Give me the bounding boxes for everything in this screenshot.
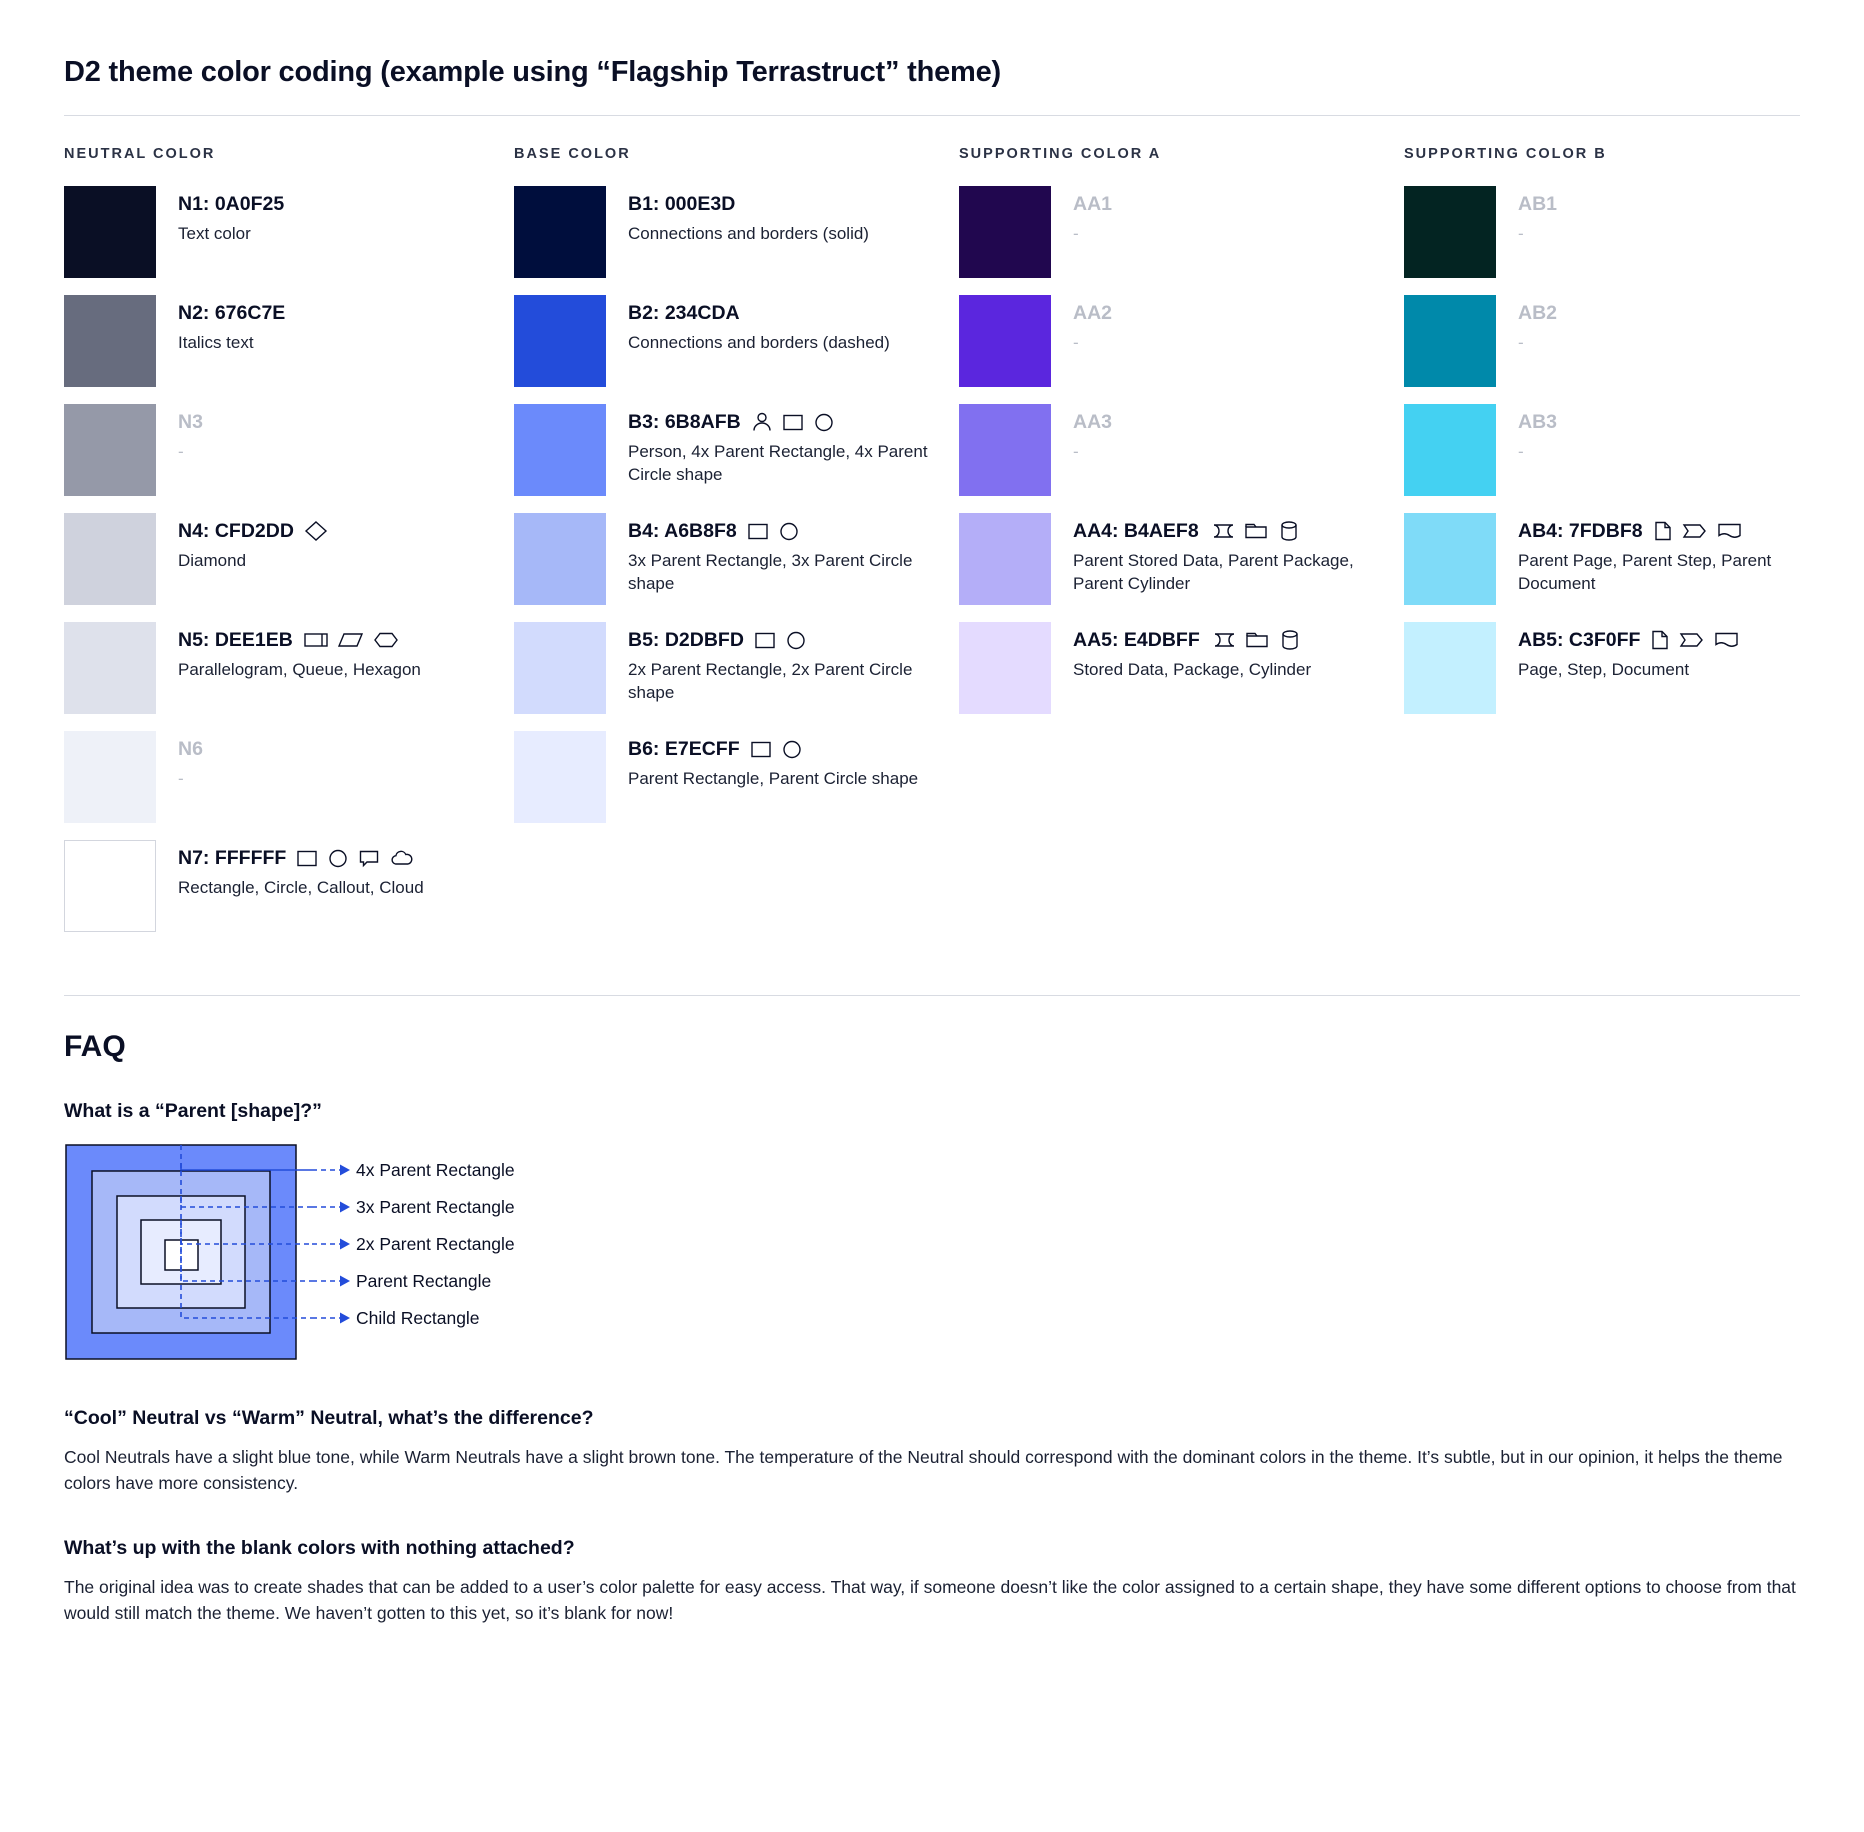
faq-answer: The original idea was to create shades that can be added to a user’s color palette for easy access. That way, if someone doesn’t like the color assigned to a certain shape, they have some different options to choose from that would still match the theme. We haven’t gotten to this yet, so it’s blank for now! <box>64 1576 1796 1623</box>
swatch-list <box>64 186 514 934</box>
document-icon <box>1714 630 1740 650</box>
swatch-description: - <box>178 442 184 462</box>
swatch-text <box>178 186 284 246</box>
column-neutral-color <box>64 146 514 949</box>
swatch-label: AA4: B4AEF8 <box>1073 519 1373 543</box>
swatch-text <box>628 731 918 791</box>
swatch-row <box>514 404 959 498</box>
cloud-icon <box>389 848 415 868</box>
rectangle-icon <box>747 521 769 541</box>
swatch-label: AA1 <box>1073 193 1113 215</box>
swatch-row <box>64 404 514 498</box>
swatch-label: B4: A6B8F8 <box>628 519 928 543</box>
swatch-description: Diamond <box>178 551 247 571</box>
color-swatch <box>959 404 1051 496</box>
swatch-text <box>178 840 424 900</box>
swatch-row <box>514 295 959 389</box>
swatch-label: AB2 <box>1518 302 1558 324</box>
swatch-text <box>1073 186 1112 246</box>
column-heading: SUPPORTING COLOR A <box>959 146 1162 162</box>
swatch-label: AB1 <box>1518 193 1558 215</box>
swatch-text <box>178 622 421 682</box>
hexagon-icon <box>373 630 399 650</box>
callout-icon <box>358 848 380 868</box>
color-swatch <box>1404 513 1496 605</box>
color-swatch <box>514 622 606 714</box>
cylinder-icon <box>1280 629 1300 651</box>
color-swatch <box>959 295 1051 387</box>
circle-icon <box>813 412 835 432</box>
swatch-row <box>959 404 1404 498</box>
swatch-label: AB5: C3F0FF <box>1518 628 1740 652</box>
swatch-text <box>178 295 285 355</box>
swatch-list <box>959 186 1404 716</box>
faq-divider <box>64 995 1800 996</box>
swatch-label: B1: 000E3D <box>628 193 736 215</box>
color-swatch <box>64 622 156 714</box>
color-swatch <box>959 622 1051 714</box>
swatch-row <box>1404 186 1834 280</box>
swatch-label: AB4: 7FDBF8 <box>1518 519 1818 543</box>
color-swatch <box>959 513 1051 605</box>
swatch-text <box>1518 622 1740 682</box>
queue-icon <box>303 630 329 650</box>
swatch-label: B3: 6B8AFB <box>628 410 928 434</box>
swatch-text <box>628 295 890 355</box>
swatch-description: Parent Stored Data, Parent Package, Parent Cylinder <box>1073 551 1354 594</box>
swatch-row <box>514 186 959 280</box>
nest-label: 4x Parent Rectangle <box>356 1160 515 1180</box>
swatch-label: N5: DEE1EB <box>178 628 421 652</box>
color-swatch <box>514 186 606 278</box>
color-swatch <box>514 731 606 823</box>
swatch-description: Person, 4x Parent Rectangle, 4x Parent Circle shape <box>628 442 928 485</box>
swatch-description: Rectangle, Circle, Callout, Cloud <box>178 878 424 898</box>
shape-glyph-group <box>304 520 328 542</box>
step-icon <box>1682 521 1708 541</box>
package-icon <box>1244 521 1270 541</box>
swatch-text <box>628 622 928 705</box>
nest-label: Child Rectangle <box>356 1308 480 1328</box>
color-columns <box>64 146 1800 949</box>
swatch-label: B6: E7ECFF <box>628 737 918 761</box>
swatch-label: N4: CFD2DD <box>178 519 328 543</box>
swatch-label: B5: D2DBFD <box>628 628 928 652</box>
color-swatch <box>1404 404 1496 496</box>
swatch-label: AA2 <box>1073 302 1113 324</box>
nested-rectangle-svg <box>64 1137 684 1367</box>
swatch-list <box>514 186 959 825</box>
swatch-description: Parallelogram, Queue, Hexagon <box>178 660 421 680</box>
swatch-label: N7: FFFFFF <box>178 846 424 870</box>
document-icon <box>1717 521 1743 541</box>
swatch-row <box>959 513 1404 607</box>
swatch-row <box>959 622 1404 716</box>
swatch-description: 3x Parent Rectangle, 3x Parent Circle shape <box>628 551 913 594</box>
swatch-description: Parent Page, Parent Step, Parent Document <box>1518 551 1772 594</box>
nest-label: 2x Parent Rectangle <box>356 1234 515 1254</box>
nest-label: Parent Rectangle <box>356 1271 492 1291</box>
swatch-label: N2: 676C7E <box>178 302 286 324</box>
swatch-description: Text color <box>178 224 251 244</box>
shape-glyph-group <box>1653 520 1743 542</box>
color-swatch <box>1404 186 1496 278</box>
swatch-label: AA5: E4DBFF <box>1073 628 1311 652</box>
parallelogram-icon <box>338 630 364 650</box>
color-swatch <box>64 295 156 387</box>
swatch-description: - <box>178 769 184 789</box>
rectangle-icon <box>782 412 804 432</box>
swatch-description: Connections and borders (solid) <box>628 224 869 244</box>
swatch-row <box>514 513 959 607</box>
swatch-row <box>64 295 514 389</box>
rectangle-icon <box>754 630 776 650</box>
color-swatch <box>1404 295 1496 387</box>
faq-item-blank-colors <box>64 1537 1800 1627</box>
shape-glyph-group <box>296 848 415 868</box>
swatch-text <box>178 404 203 464</box>
swatch-text <box>1518 295 1557 355</box>
swatch-label: N3 <box>178 411 203 433</box>
stored-data-icon <box>1209 521 1235 541</box>
swatch-text <box>1518 186 1557 246</box>
swatch-text <box>1073 622 1311 682</box>
swatch-label: N1: 0A0F25 <box>178 193 285 215</box>
circle-icon <box>785 630 807 650</box>
package-icon <box>1245 630 1271 650</box>
swatch-row <box>64 622 514 716</box>
swatch-row <box>1404 404 1834 498</box>
nested-rectangle-diagram <box>64 1137 1800 1367</box>
faq-item-cool-warm <box>64 1407 1800 1497</box>
shape-glyph-group <box>1650 629 1740 651</box>
swatch-description: - <box>1518 224 1524 244</box>
color-swatch <box>959 186 1051 278</box>
rectangle-icon <box>750 739 772 759</box>
swatch-row <box>959 295 1404 389</box>
swatch-row <box>1404 513 1834 607</box>
rectangle-icon <box>296 848 318 868</box>
shape-glyph-group <box>303 630 399 650</box>
page-title: D2 theme color coding (example using “Flagship Terrastruct” theme) <box>64 56 1002 88</box>
swatch-text <box>1073 295 1112 355</box>
column-heading: NEUTRAL COLOR <box>64 146 216 162</box>
swatch-text <box>178 731 203 791</box>
faq-answer: Cool Neutrals have a slight blue tone, while Warm Neutrals have a slight brown tone. The temperature of the Neutral should correspond with the dominant colors in the theme. It’s subtle, but in our opinion, it helps the theme colors have more consistency. <box>64 1447 1783 1494</box>
color-swatch <box>514 295 606 387</box>
shape-glyph-group <box>750 739 803 759</box>
circle-icon <box>327 848 349 868</box>
swatch-label: AB3 <box>1518 411 1558 433</box>
circle-icon <box>778 521 800 541</box>
swatch-row <box>64 840 514 934</box>
color-swatch <box>64 186 156 278</box>
shape-glyph-group <box>1210 629 1300 651</box>
swatch-label: B2: 234CDA <box>628 302 740 324</box>
faq-item-parent-shape <box>64 1100 1800 1367</box>
swatch-text <box>1073 513 1373 596</box>
swatch-description: - <box>1073 224 1079 244</box>
shape-glyph-group <box>751 411 835 433</box>
swatch-description: Italics text <box>178 333 254 353</box>
column-supporting-color-a <box>959 146 1404 949</box>
shape-glyph-group <box>754 630 807 650</box>
swatch-description: - <box>1518 333 1524 353</box>
color-swatch <box>64 840 156 932</box>
swatch-text <box>628 186 869 246</box>
swatch-row <box>514 731 959 825</box>
swatch-text <box>628 404 928 487</box>
swatch-row <box>64 513 514 607</box>
swatch-text <box>1073 404 1112 464</box>
person-icon <box>751 411 773 433</box>
swatch-row <box>64 186 514 280</box>
color-swatch <box>514 404 606 496</box>
faq-question: “Cool” Neutral vs “Warm” Neutral, what’s the difference? <box>64 1407 594 1429</box>
cylinder-icon <box>1279 520 1299 542</box>
swatch-row <box>959 186 1404 280</box>
shape-glyph-group <box>747 521 800 541</box>
column-heading: BASE COLOR <box>514 146 631 162</box>
swatch-description: - <box>1518 442 1524 462</box>
swatch-label: AA3 <box>1073 411 1113 433</box>
swatch-description: Parent Rectangle, Parent Circle shape <box>628 769 919 789</box>
swatch-description: Page, Step, Document <box>1518 660 1690 680</box>
swatch-row <box>1404 295 1834 389</box>
color-swatch <box>1404 622 1496 714</box>
swatch-description: 2x Parent Rectangle, 2x Parent Circle shape <box>628 660 913 703</box>
color-swatch <box>64 513 156 605</box>
swatch-row <box>1404 622 1834 716</box>
circle-icon <box>781 739 803 759</box>
diamond-icon <box>304 520 328 542</box>
faq-question: What is a “Parent [shape]?” <box>64 1100 322 1122</box>
swatch-row <box>64 731 514 825</box>
swatch-label: N6 <box>178 738 203 760</box>
shape-glyph-group <box>1209 520 1299 542</box>
swatch-list <box>1404 186 1834 716</box>
swatch-description: - <box>1073 333 1079 353</box>
column-supporting-color-b <box>1404 146 1834 949</box>
swatch-description: - <box>1073 442 1079 462</box>
column-heading: SUPPORTING COLOR B <box>1404 146 1607 162</box>
step-icon <box>1679 630 1705 650</box>
swatch-text <box>178 513 328 573</box>
faq-heading: FAQ <box>64 1030 126 1063</box>
swatch-description: Stored Data, Package, Cylinder <box>1073 660 1312 680</box>
color-swatch <box>64 731 156 823</box>
column-base-color <box>514 146 959 949</box>
page-icon <box>1650 629 1670 651</box>
stored-data-icon <box>1210 630 1236 650</box>
swatch-text <box>1518 404 1557 464</box>
color-swatch <box>64 404 156 496</box>
page-icon <box>1653 520 1673 542</box>
nest-label: 3x Parent Rectangle <box>356 1197 515 1217</box>
swatch-row <box>514 622 959 716</box>
faq-question: What’s up with the blank colors with nothing attached? <box>64 1536 575 1559</box>
color-swatch <box>514 513 606 605</box>
swatch-text <box>1518 513 1818 596</box>
swatch-text <box>628 513 928 596</box>
title-divider <box>64 115 1800 116</box>
swatch-description: Connections and borders (dashed) <box>628 333 890 353</box>
